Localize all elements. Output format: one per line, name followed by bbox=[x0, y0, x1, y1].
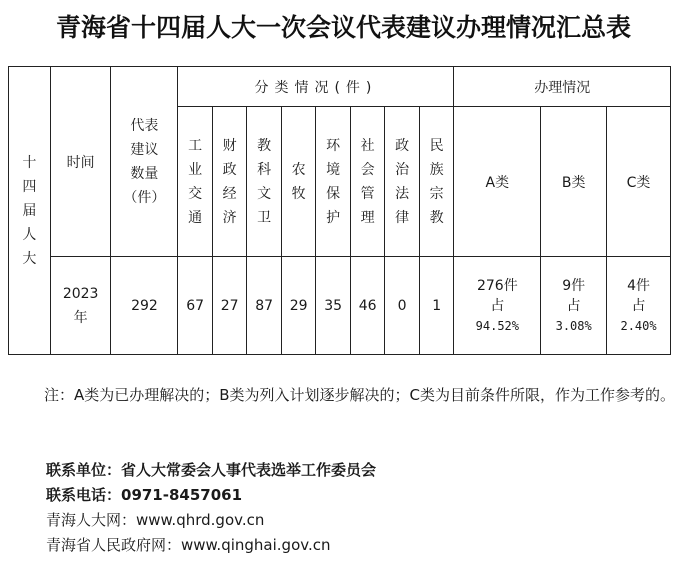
char: 社 bbox=[360, 137, 375, 154]
website-link-qinghai[interactable]: 青海省人民政府网：www.qinghai.gov.cn bbox=[46, 536, 331, 554]
char: 管 bbox=[360, 185, 375, 202]
char: 治 bbox=[395, 161, 410, 178]
char: 教 bbox=[257, 137, 272, 154]
category-value: 67 bbox=[178, 257, 213, 355]
footnote: 注：A类为已办理解决的；B类为列入计划逐步解决的；C类为目前条件所限，作为工作参考的。 bbox=[44, 386, 676, 404]
year-cell bbox=[50, 257, 111, 355]
category-group-header: 分类情况(件) bbox=[178, 67, 454, 107]
char: 境 bbox=[326, 161, 341, 178]
category-value: 29 bbox=[281, 257, 316, 355]
category-value: 0 bbox=[385, 257, 420, 355]
category-header bbox=[419, 107, 454, 257]
time-header: 时间 bbox=[50, 67, 111, 257]
status-a-count: 276件 bbox=[476, 277, 518, 294]
status-c-count: 4件 bbox=[627, 277, 651, 294]
char: 财 bbox=[222, 137, 237, 154]
count-header bbox=[111, 114, 177, 210]
char: 工 bbox=[188, 137, 203, 154]
char: 政 bbox=[395, 137, 410, 154]
status-b-pct: 3.08% bbox=[555, 318, 592, 333]
char: 2023 bbox=[62, 285, 99, 302]
status-c-cell bbox=[607, 257, 671, 355]
char: 护 bbox=[326, 209, 341, 226]
category-header bbox=[247, 107, 282, 257]
category-header bbox=[281, 107, 316, 257]
char: 人 bbox=[22, 226, 37, 243]
char: 政 bbox=[222, 161, 237, 178]
status-a-pct: 94.52% bbox=[475, 318, 520, 333]
category-value: 27 bbox=[212, 257, 247, 355]
status-b-count: 9件 bbox=[562, 277, 586, 294]
status-group-header: 办理情况 bbox=[454, 67, 671, 107]
char: 年 bbox=[73, 309, 88, 326]
char: 文 bbox=[257, 185, 272, 202]
status-c-pct: 2.40% bbox=[620, 318, 657, 333]
count-cell: 292 bbox=[111, 257, 178, 355]
char: 业 bbox=[188, 161, 203, 178]
category-header bbox=[316, 107, 351, 257]
char: 保 bbox=[326, 185, 341, 202]
char: 数量 bbox=[130, 165, 159, 182]
char: 届 bbox=[22, 202, 37, 219]
char: 宗 bbox=[429, 185, 444, 202]
char: 族 bbox=[429, 161, 444, 178]
status-header-c: C类 bbox=[607, 107, 671, 257]
char: 环 bbox=[326, 137, 341, 154]
char: 交 bbox=[188, 185, 203, 202]
contact-phone: 联系电话：0971-8457061 bbox=[46, 486, 243, 504]
session-label bbox=[9, 151, 50, 271]
category-header bbox=[212, 107, 247, 257]
category-header bbox=[350, 107, 385, 257]
char: 十 bbox=[22, 154, 37, 171]
char: 民 bbox=[429, 137, 444, 154]
status-header-a: A类 bbox=[454, 107, 541, 257]
char: 大 bbox=[22, 250, 37, 267]
contact-block bbox=[46, 458, 376, 558]
char: 牧 bbox=[291, 185, 306, 202]
category-value: 46 bbox=[350, 257, 385, 355]
category-value: 1 bbox=[419, 257, 454, 355]
category-value: 35 bbox=[316, 257, 351, 355]
summary-table bbox=[8, 66, 671, 355]
char: 济 bbox=[222, 209, 237, 226]
category-header bbox=[385, 107, 420, 257]
char: 建议 bbox=[130, 141, 159, 158]
char: 通 bbox=[188, 209, 203, 226]
char: 农 bbox=[291, 161, 306, 178]
char: 四 bbox=[22, 178, 37, 195]
category-header bbox=[178, 107, 213, 257]
session-label-cell bbox=[9, 67, 51, 355]
contact-unit: 联系单位：省人大常委会人事代表选举工作委员会 bbox=[46, 461, 377, 479]
status-header-b: B类 bbox=[541, 107, 607, 257]
char: 代表 bbox=[130, 117, 159, 134]
status-b-word: 占 bbox=[566, 297, 581, 314]
char: 卫 bbox=[257, 209, 272, 226]
status-b-cell bbox=[541, 257, 607, 355]
notes bbox=[8, 384, 676, 406]
char: 经 bbox=[222, 185, 237, 202]
website-link-qhrd[interactable]: 青海人大网：www.qhrd.gov.cn bbox=[46, 511, 265, 529]
char: 律 bbox=[395, 209, 410, 226]
page-title: 青海省十四届人大一次会议代表建议办理情况汇总表 bbox=[55, 13, 631, 42]
table-row bbox=[9, 257, 671, 355]
char: 科 bbox=[257, 161, 272, 178]
char: 法 bbox=[395, 185, 410, 202]
category-value: 87 bbox=[247, 257, 282, 355]
char: 会 bbox=[360, 161, 375, 178]
count-header-cell bbox=[111, 67, 178, 257]
char: 教 bbox=[429, 209, 444, 226]
status-c-word: 占 bbox=[631, 297, 646, 314]
char: 理 bbox=[360, 209, 375, 226]
status-a-word: 占 bbox=[490, 297, 505, 314]
status-a-cell bbox=[454, 257, 541, 355]
char: （件） bbox=[123, 189, 166, 206]
